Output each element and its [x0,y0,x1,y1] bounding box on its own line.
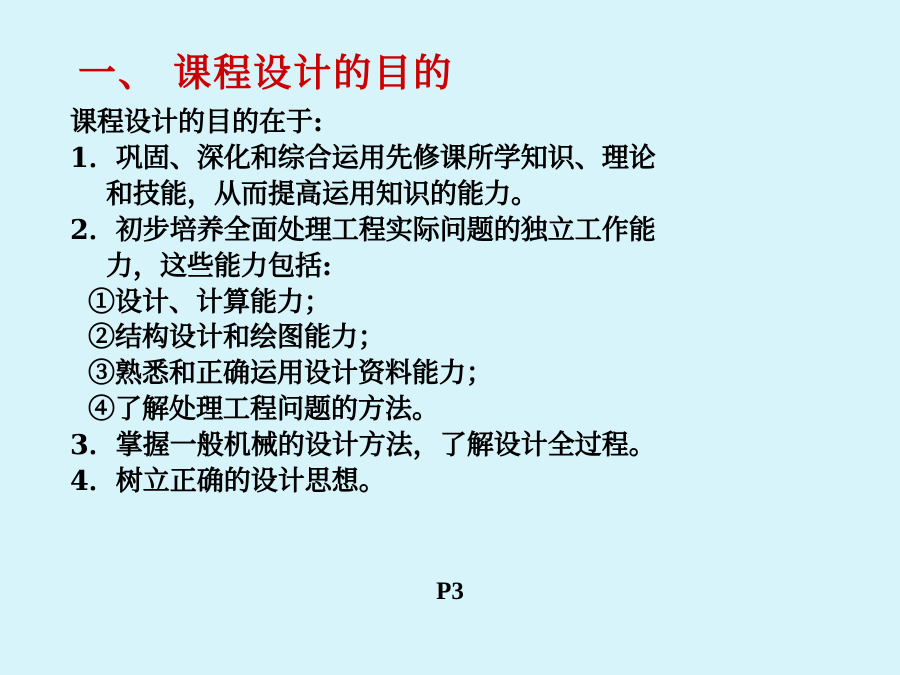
body-line: 和技能，从而提高运用知识的能力。 [106,178,538,210]
body-line: ①设计、计算能力； [88,286,331,318]
body-line: ②结构设计和绘图能力； [88,322,385,354]
body-line: 课程设计的目的在于: [70,107,323,138]
body-line: ③熟悉和正确运用设计资料能力； [88,358,493,390]
body-line: 力，这些能力包括: [106,250,332,282]
body-line: 1．巩固、深化和综合运用先修课所学知识、理论 [70,142,656,174]
slide-title: 一、 课程设计的目的 [78,50,454,95]
body-line: 3．掌握一般机械的设计方法，了解设计全过程。 [70,430,656,462]
body-line: 4．树立正确的设计思想。 [70,466,386,498]
body-line: ④了解处理工程问题的方法。 [88,394,439,426]
slide-body [70,105,870,500]
body-line: 2．初步培养全面处理工程实际问题的独立工作能 [70,214,656,246]
page-number: P3 [436,578,464,605]
